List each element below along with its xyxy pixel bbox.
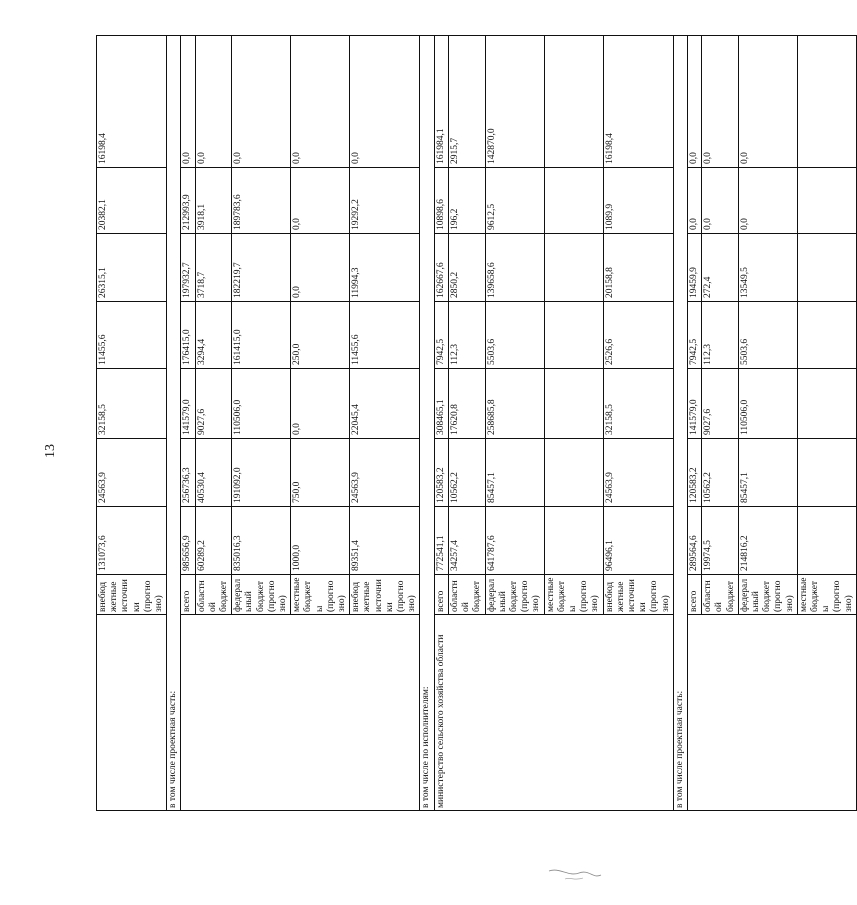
value-cell: 96496,1 bbox=[603, 507, 673, 575]
value-cell: 258685,8 bbox=[485, 369, 544, 439]
page-number: 13 bbox=[43, 444, 58, 458]
value-cell: 196,2 bbox=[448, 168, 485, 234]
source-cell: местные бюджеты (прогнозно) bbox=[544, 575, 603, 615]
value-cell bbox=[797, 234, 856, 302]
executor-cell: министерство сельского хозяйства области bbox=[434, 615, 673, 811]
value-cell: 10562,2 bbox=[702, 439, 739, 507]
source-cell: внебюджетные источники (прогнозно) bbox=[603, 575, 673, 615]
table-row bbox=[181, 36, 195, 811]
value-cell: 308465,1 bbox=[434, 369, 448, 439]
value-cell: 161415,0 bbox=[232, 302, 291, 369]
value-cell: 197932,7 bbox=[181, 234, 195, 302]
value-cell: 0,0 bbox=[350, 36, 420, 168]
value-cell: 26315,1 bbox=[97, 234, 167, 302]
value-cell: 162667,6 bbox=[434, 234, 448, 302]
value-cell: 289564,6 bbox=[687, 507, 701, 575]
value-cell: 2526,6 bbox=[603, 302, 673, 369]
value-cell: 176415,0 bbox=[181, 302, 195, 369]
value-cell: 7942,5 bbox=[687, 302, 701, 369]
value-cell: 272,4 bbox=[702, 234, 739, 302]
value-cell: 2915,7 bbox=[448, 36, 485, 168]
section-heading-row bbox=[167, 36, 181, 811]
value-cell: 3918,1 bbox=[195, 168, 232, 234]
value-cell bbox=[544, 439, 603, 507]
value-cell: 9612,5 bbox=[485, 168, 544, 234]
pen-mark bbox=[545, 865, 605, 885]
value-cell: 19292,2 bbox=[350, 168, 420, 234]
value-cell: 0,0 bbox=[738, 36, 797, 168]
value-cell: 142870,0 bbox=[485, 36, 544, 168]
value-cell: 772541,1 bbox=[434, 507, 448, 575]
value-cell: 141579,0 bbox=[687, 369, 701, 439]
value-cell bbox=[797, 369, 856, 439]
value-cell: 16198,4 bbox=[97, 36, 167, 168]
value-cell: 24563,9 bbox=[603, 439, 673, 507]
value-cell: 112,3 bbox=[702, 302, 739, 369]
value-cell: 1089,9 bbox=[603, 168, 673, 234]
value-cell: 641787,6 bbox=[485, 507, 544, 575]
value-cell: 3718,7 bbox=[195, 234, 232, 302]
value-cell: 89351,4 bbox=[350, 507, 420, 575]
value-cell: 161984,1 bbox=[434, 36, 448, 168]
value-cell: 2850,2 bbox=[448, 234, 485, 302]
value-cell: 0,0 bbox=[195, 36, 232, 168]
value-cell bbox=[544, 36, 603, 168]
value-cell bbox=[544, 507, 603, 575]
value-cell: 110506,0 bbox=[232, 369, 291, 439]
value-cell: 3294,4 bbox=[195, 302, 232, 369]
value-cell: 212993,9 bbox=[181, 168, 195, 234]
value-cell: 141579,0 bbox=[181, 369, 195, 439]
value-cell: 22045,4 bbox=[350, 369, 420, 439]
executor-cell bbox=[181, 615, 420, 811]
value-cell: 139658,6 bbox=[485, 234, 544, 302]
value-cell: 34257,4 bbox=[448, 507, 485, 575]
value-cell: 85457,1 bbox=[485, 439, 544, 507]
value-cell: 110506,0 bbox=[738, 369, 797, 439]
value-cell: 19459,9 bbox=[687, 234, 701, 302]
value-cell: 19974,5 bbox=[702, 507, 739, 575]
section-heading: в том числе проектная часть: bbox=[673, 36, 687, 811]
value-cell bbox=[544, 302, 603, 369]
value-cell: 214816,2 bbox=[738, 507, 797, 575]
value-cell bbox=[797, 36, 856, 168]
value-cell: 835016,3 bbox=[232, 507, 291, 575]
value-cell: 120583,2 bbox=[434, 439, 448, 507]
value-cell: 9027,6 bbox=[195, 369, 232, 439]
value-cell: 17620,8 bbox=[448, 369, 485, 439]
source-cell: областной бюджет bbox=[195, 575, 232, 615]
value-cell: 1000,0 bbox=[291, 507, 350, 575]
value-cell bbox=[544, 234, 603, 302]
section-heading-row bbox=[673, 36, 687, 811]
value-cell: 0,0 bbox=[687, 168, 701, 234]
source-cell: федеральный бюджет (прогнозно) bbox=[485, 575, 544, 615]
source-cell: местные бюджеты (прогнозно) bbox=[797, 575, 856, 615]
value-cell: 120583,2 bbox=[687, 439, 701, 507]
value-cell: 250,0 bbox=[291, 302, 350, 369]
value-cell: 0,0 bbox=[232, 36, 291, 168]
value-cell bbox=[797, 507, 856, 575]
value-cell: 20382,1 bbox=[97, 168, 167, 234]
value-cell bbox=[797, 302, 856, 369]
source-cell: всего bbox=[181, 575, 195, 615]
value-cell: 11994,3 bbox=[350, 234, 420, 302]
source-cell: всего bbox=[434, 575, 448, 615]
value-cell: 182219,7 bbox=[232, 234, 291, 302]
table-row bbox=[97, 36, 167, 811]
value-cell: 0,0 bbox=[181, 36, 195, 168]
value-cell: 7942,5 bbox=[434, 302, 448, 369]
value-cell: 10562,2 bbox=[448, 439, 485, 507]
value-cell: 20158,8 bbox=[603, 234, 673, 302]
value-cell: 131073,6 bbox=[97, 507, 167, 575]
value-cell: 5503,6 bbox=[485, 302, 544, 369]
source-cell: местные бюджеты (прогнозно) bbox=[291, 575, 350, 615]
value-cell: 256736,3 bbox=[181, 439, 195, 507]
value-cell: 0,0 bbox=[738, 168, 797, 234]
value-cell: 191092,0 bbox=[232, 439, 291, 507]
rotated-table-container bbox=[96, 36, 854, 811]
value-cell: 13549,5 bbox=[738, 234, 797, 302]
source-cell: федеральный бюджет (прогнозно) bbox=[232, 575, 291, 615]
value-cell bbox=[797, 439, 856, 507]
value-cell: 5503,6 bbox=[738, 302, 797, 369]
value-cell: 10898,6 bbox=[434, 168, 448, 234]
source-cell: федеральный бюджет (прогнозно) bbox=[738, 575, 797, 615]
funding-table bbox=[96, 35, 857, 811]
value-cell: 24563,9 bbox=[97, 439, 167, 507]
value-cell: 0,0 bbox=[702, 168, 739, 234]
value-cell: 0,0 bbox=[291, 168, 350, 234]
table-row bbox=[434, 36, 448, 811]
value-cell: 11455,6 bbox=[350, 302, 420, 369]
source-cell: внебюджетные источники (прогнозно) bbox=[97, 575, 167, 615]
value-cell: 32158,5 bbox=[603, 369, 673, 439]
value-cell: 0,0 bbox=[687, 36, 701, 168]
value-cell: 985656,9 bbox=[181, 507, 195, 575]
table-body bbox=[97, 36, 857, 811]
value-cell: 32158,5 bbox=[97, 369, 167, 439]
value-cell: 9027,6 bbox=[702, 369, 739, 439]
source-cell: внебюджетные источники (прогнозно) bbox=[350, 575, 420, 615]
section-heading: в том числе по исполнителям: bbox=[420, 36, 434, 811]
source-cell: всего bbox=[687, 575, 701, 615]
section-heading-row bbox=[420, 36, 434, 811]
source-cell: областной бюджет bbox=[702, 575, 739, 615]
value-cell bbox=[544, 369, 603, 439]
value-cell: 0,0 bbox=[702, 36, 739, 168]
value-cell: 750,0 bbox=[291, 439, 350, 507]
value-cell: 0,0 bbox=[291, 36, 350, 168]
executor-cell bbox=[687, 615, 856, 811]
value-cell: 60289,2 bbox=[195, 507, 232, 575]
value-cell: 112,3 bbox=[448, 302, 485, 369]
value-cell: 0,0 bbox=[291, 234, 350, 302]
table-row bbox=[687, 36, 701, 811]
value-cell bbox=[544, 168, 603, 234]
value-cell: 85457,1 bbox=[738, 439, 797, 507]
section-heading: в том числе проектная часть: bbox=[167, 36, 181, 811]
executor-cell bbox=[97, 615, 167, 811]
value-cell: 189783,6 bbox=[232, 168, 291, 234]
value-cell: 24563,9 bbox=[350, 439, 420, 507]
value-cell: 0,0 bbox=[291, 369, 350, 439]
value-cell: 40530,4 bbox=[195, 439, 232, 507]
value-cell: 11455,6 bbox=[97, 302, 167, 369]
value-cell: 16198,4 bbox=[603, 36, 673, 168]
source-cell: областной бюджет bbox=[448, 575, 485, 615]
value-cell bbox=[797, 168, 856, 234]
